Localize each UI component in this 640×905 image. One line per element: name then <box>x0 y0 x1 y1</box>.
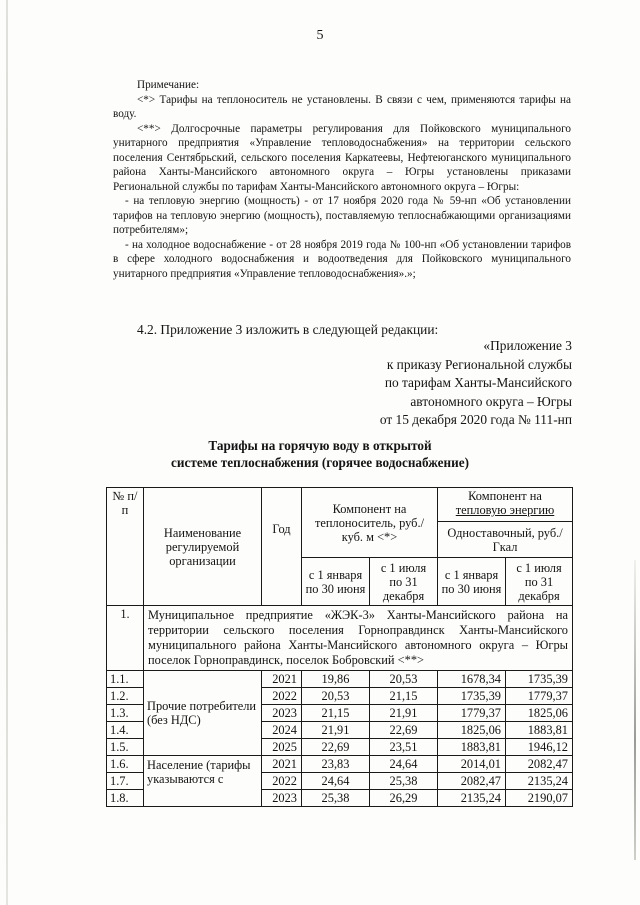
row-year: 2023 <box>262 705 302 722</box>
row-number: 1.5. <box>107 739 144 756</box>
value-carrier-h1: 24,64 <box>302 773 370 790</box>
value-carrier-h2: 23,51 <box>370 739 438 756</box>
note-paragraph-3: - на тепловую энергию (мощность) - от 17 ноября 2020 года № 59-нп «Об установлении тарифов на тепловую энергию (мощность), поставляемую теплоснабжающими организациями потребителям»; <box>113 195 571 236</box>
tariff-table <box>106 487 573 807</box>
value-energy-h2: 1825,06 <box>506 705 573 722</box>
row-number: 1.7. <box>107 773 144 790</box>
row-year: 2021 <box>262 671 302 688</box>
value-carrier-h2: 22,69 <box>370 722 438 739</box>
page-number: 5 <box>316 28 324 43</box>
group-other-consumers: Прочие потребители (без НДС) <box>144 671 262 756</box>
appendix-line-2: к приказу Региональной службы <box>386 356 572 372</box>
table-row <box>107 671 573 688</box>
value-carrier-h1: 25,38 <box>302 790 370 807</box>
row-number: 1.3. <box>107 705 144 722</box>
value-energy-h1: 2135,24 <box>438 790 506 807</box>
value-energy-h1: 1883,81 <box>438 739 506 756</box>
header-carrier-component: Компонент на теплоноситель, руб./куб. м <*> <box>302 488 438 558</box>
header-year: Год <box>262 488 302 606</box>
row-year: 2023 <box>262 790 302 807</box>
row-number: 1.8. <box>107 790 144 807</box>
header-energy-line-1: Компонент на <box>468 489 542 503</box>
scan-edge-right <box>634 560 636 860</box>
value-energy-h1: 2014,01 <box>438 756 506 773</box>
header-period-3: с 1 января по 30 июня <box>438 558 506 606</box>
value-carrier-h2: 21,91 <box>370 705 438 722</box>
row-year: 2022 <box>262 773 302 790</box>
header-energy-component <box>438 488 573 522</box>
value-energy-h1: 1779,37 <box>438 705 506 722</box>
value-carrier-h2: 25,38 <box>370 773 438 790</box>
value-carrier-h1: 21,15 <box>302 705 370 722</box>
row-number: 1.2. <box>107 688 144 705</box>
org-row-number: 1. <box>107 606 144 671</box>
value-carrier-h2: 24,64 <box>370 756 438 773</box>
value-energy-h1: 1735,39 <box>438 688 506 705</box>
row-year: 2025 <box>262 739 302 756</box>
value-carrier-h1: 22,69 <box>302 739 370 756</box>
value-energy-h2: 1779,37 <box>506 688 573 705</box>
appendix-line-4: автономного округа – Югры <box>410 393 572 409</box>
title-line-2: системе теплоснабжения (горячее водоснабжение) <box>171 455 469 470</box>
value-energy-h2: 2135,24 <box>506 773 573 790</box>
appendix-line-1: «Приложение 3 <box>483 338 572 353</box>
value-energy-h2: 1946,12 <box>506 739 573 756</box>
value-carrier-h2: 26,29 <box>370 790 438 807</box>
row-number: 1.6. <box>107 756 144 773</box>
row-number: 1.1. <box>107 671 144 688</box>
org-name: Муниципальное предприятие «ЖЭК-3» Ханты-Мансийского района на территории сельского поселения Горноправдинск Ханты-Мансийского муниципального района Ханты-Мансийского автономного округа – Югры поселок Горноправдинск, поселок Бобровский <**> <box>144 606 573 671</box>
value-energy-h2: 1735,39 <box>506 671 573 688</box>
note-paragraph-2: <**> Долгосрочные параметры регулирования для Пойковского муниципального унитарного предприятия «Управление тепловодоснабжения» на территории сельского поселения Сентябрьский, сельского поселения Каркатеевы, Нефтеюганского муниципального района Ханты-Мансийского автономного округа – Югры установлены приказами Региональной службы по тарифам Ханты-Мансийского автономного округа – Югры: <box>113 122 571 193</box>
appendix-line-3: по тарифам Ханты-Мансийского <box>384 375 572 390</box>
paragraph-4-2: 4.2. Приложение 3 изложить в следующей редакции: <box>137 322 439 337</box>
header-num: № п/п <box>107 488 144 606</box>
value-energy-h1: 1678,34 <box>438 671 506 688</box>
note-paragraph-4: - на холодное водоснабжение - от 28 ноября 2019 года № 100-нп «Об установлении тарифов в сфере холодного водоснабжения и водоотведения для Пойковского муниципального унитарного предприятия «Управление тепловодоснабжения».»; <box>113 238 571 280</box>
value-energy-h1: 2082,47 <box>438 773 506 790</box>
title-line-1: Тарифы на горячую воду в открытой <box>208 438 432 453</box>
row-year: 2024 <box>262 722 302 739</box>
value-carrier-h1: 21,91 <box>302 722 370 739</box>
header-period-4: с 1 июля по 31 декабря <box>506 558 573 606</box>
group-population: Население (тарифы указываются с <box>144 756 262 807</box>
appendix-heading <box>380 337 572 430</box>
row-year: 2021 <box>262 756 302 773</box>
header-energy-line-2: тепловую энергию <box>455 503 555 517</box>
note-section <box>113 78 571 281</box>
document-title <box>0 437 640 471</box>
value-carrier-h1: 20,53 <box>302 688 370 705</box>
header-organization: Наименование регулируемой организации <box>144 488 262 606</box>
header-single-rate: Одноставочный, руб./Гкал <box>438 522 573 558</box>
row-year: 2022 <box>262 688 302 705</box>
note-paragraph-1: <*> Тарифы на теплоноситель не установлены. В связи с чем, применяются тарифы на воду. <box>113 93 571 120</box>
value-carrier-h2: 21,15 <box>370 688 438 705</box>
value-energy-h2: 1883,81 <box>506 722 573 739</box>
value-carrier-h1: 23,83 <box>302 756 370 773</box>
value-energy-h2: 2082,47 <box>506 756 573 773</box>
row-number: 1.4. <box>107 722 144 739</box>
value-energy-h1: 1825,06 <box>438 722 506 739</box>
value-energy-h2: 2190,07 <box>506 790 573 807</box>
table-row <box>107 756 573 773</box>
appendix-line-5: от 15 декабря 2020 года № 111-нп <box>379 412 572 427</box>
header-period-1: с 1 января по 30 июня <box>302 558 370 606</box>
value-carrier-h2: 20,53 <box>370 671 438 688</box>
header-period-2: с 1 июля по 31 декабря <box>370 558 438 606</box>
value-carrier-h1: 19,86 <box>302 671 370 688</box>
note-title: Примечание: <box>137 79 200 91</box>
